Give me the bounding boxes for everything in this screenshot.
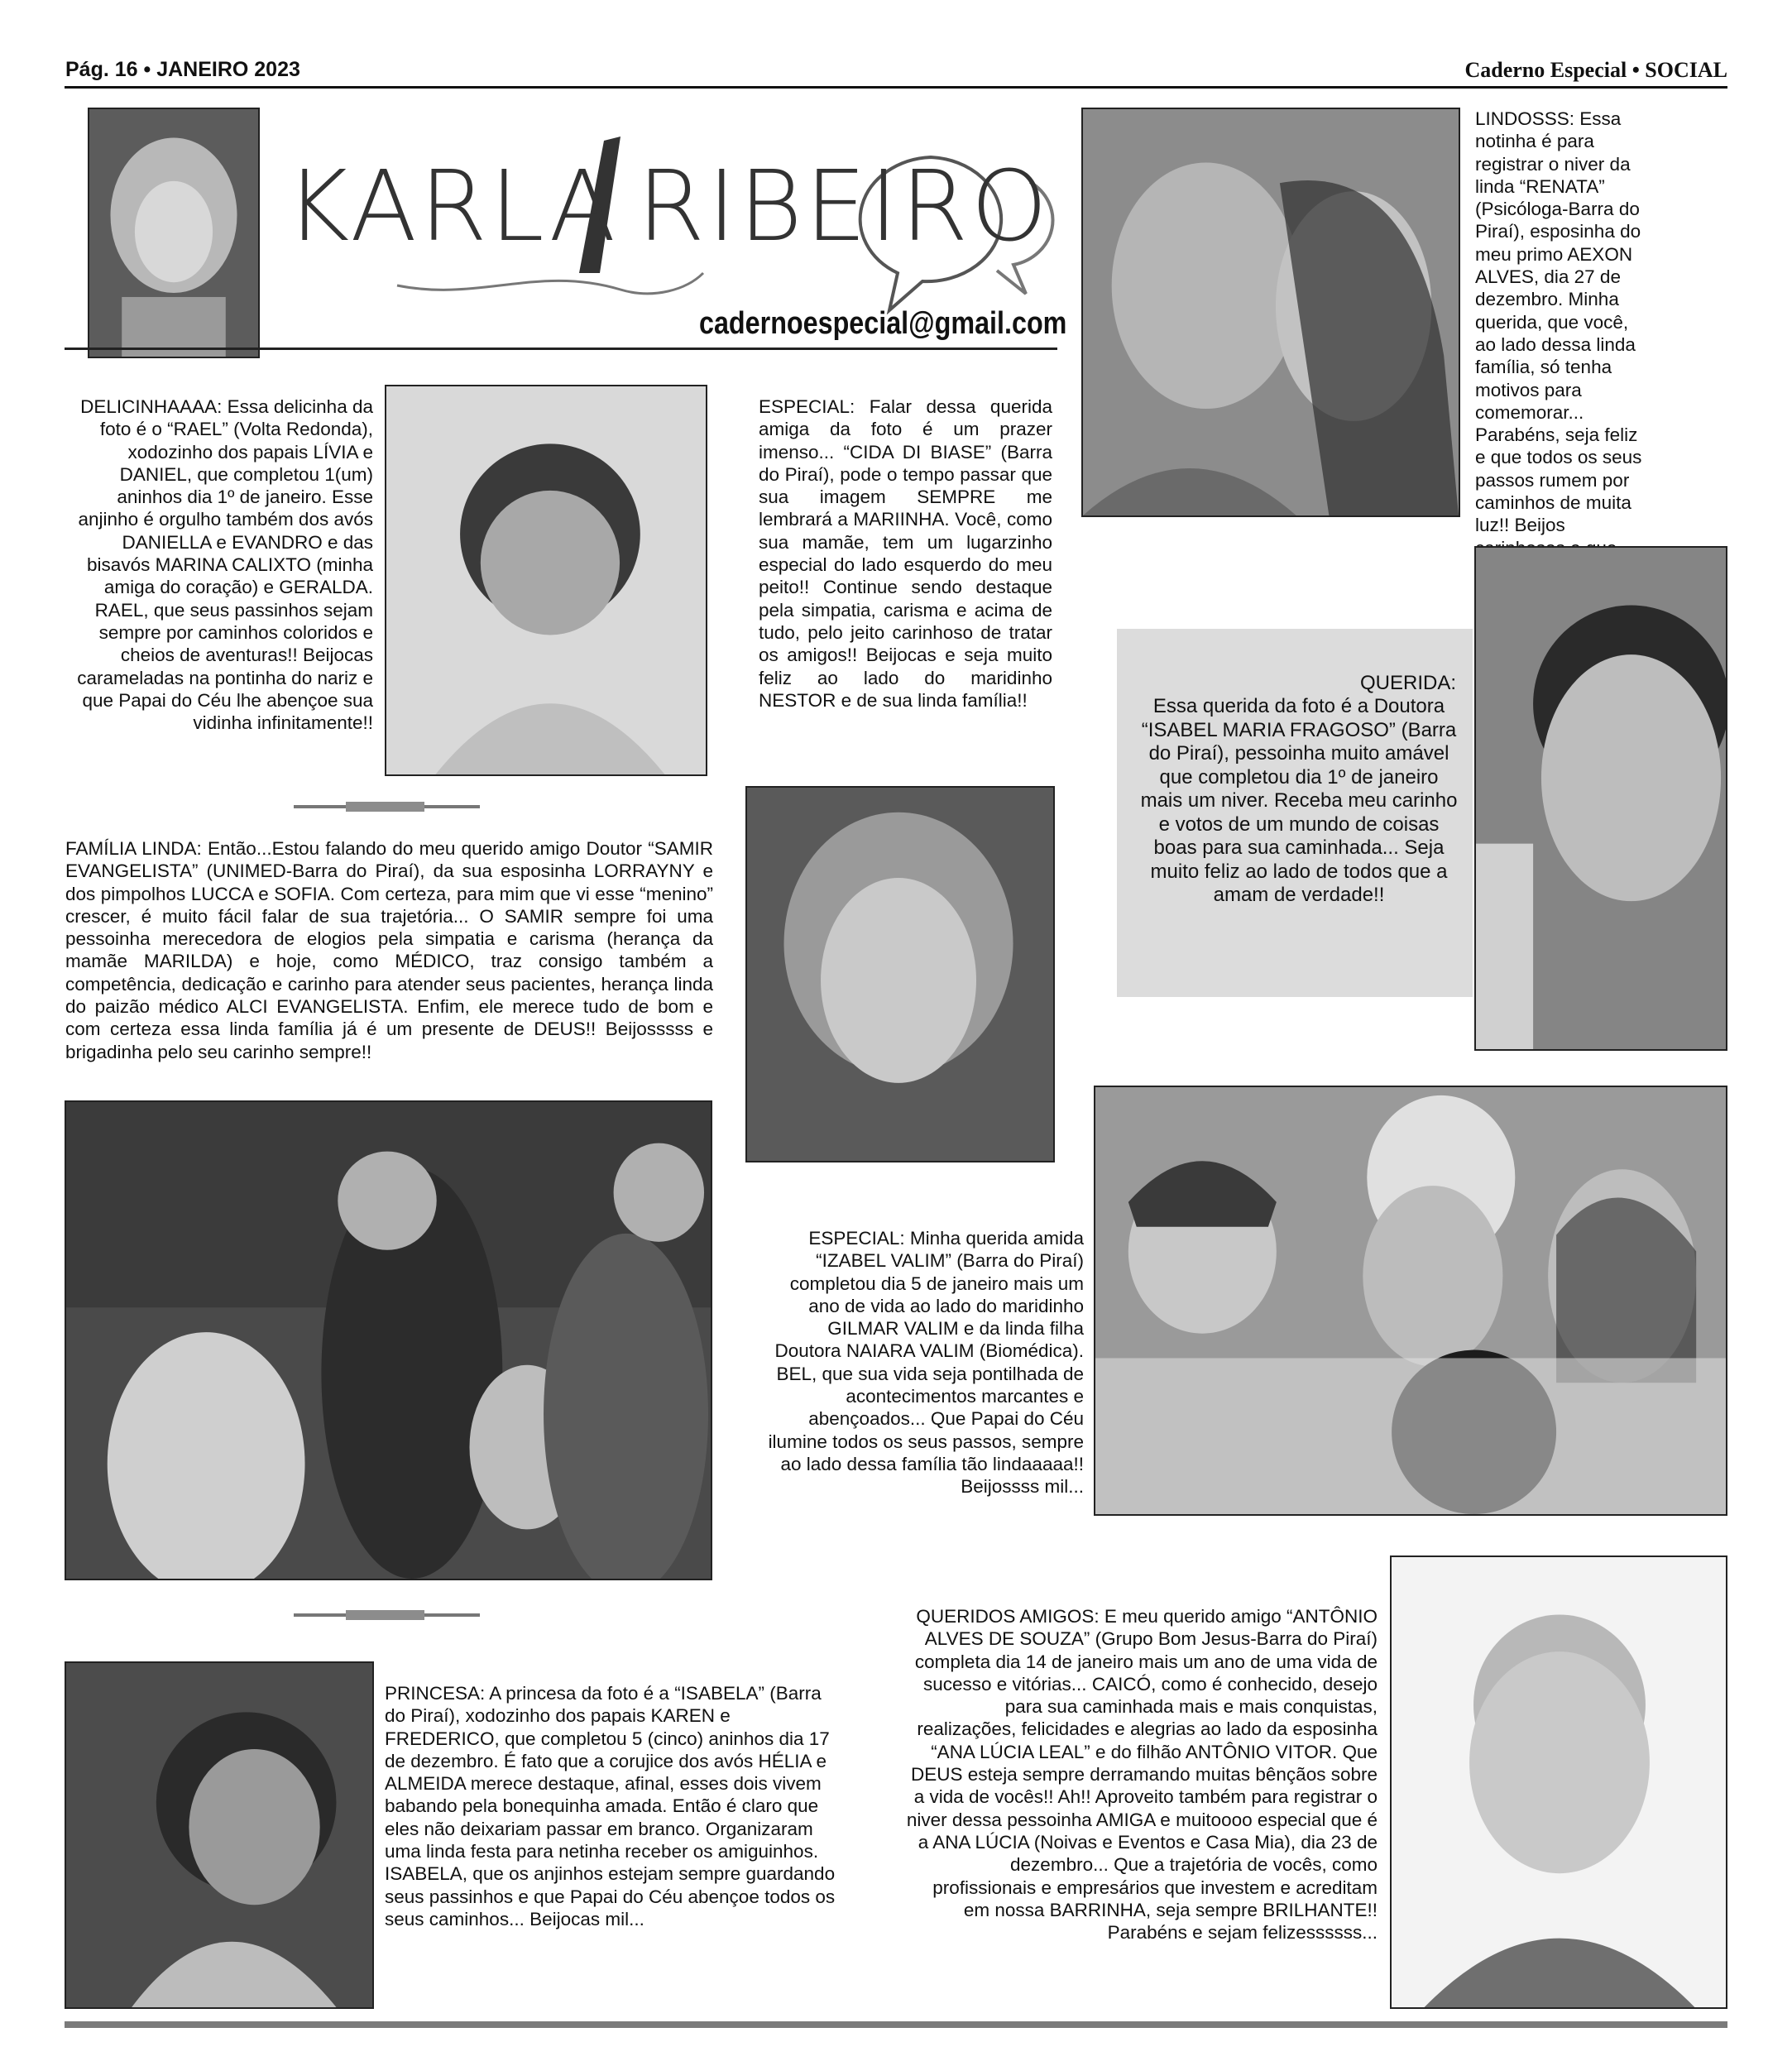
- woman-smiling-portrait-icon: [747, 788, 1053, 1161]
- cida-photo: [745, 786, 1055, 1162]
- valim-family-photo: [1094, 1086, 1727, 1516]
- girl-portrait-icon: [66, 1663, 372, 2007]
- article-cida: ESPECIAL: Falar dessa querida amiga da foto é um prazer imenso... “CIDA DI BIASE” (Barra do Piraí), pode o tempo passar que sua imagem SEMPRE me lembrará a MARIINHA. Você, como sua mamãe, tem um lugarzinho especial do lado esquerdo do meu peito!! Continue sendo destaque pela simpatia, carisma e acima de tudo, pelo jeito carinhoso de tratar os amigos!! Beijocas e seja muito feliz ao lado do maridinho NESTOR e de sua linda família!!: [759, 396, 1052, 711]
- article-izabel-valim: ESPECIAL: Minha querida amida “IZABEL VALIM” (Barra do Piraí) completou dia 5 de janeiro mais um ano de vida ao lado do maridinho GILMAR VALIM e da linda filha Doutora NAIARA VALIM (Biomédica). BEL, que sua vida seja pontilhada de acontecimentos marcantes e abençoados... Que Papai do Céu ilumine todos os seus passos, sempre ao lado dessa família tão lindaaaaa!! Beijossss mil...: [768, 1228, 1084, 1498]
- isabela-photo: [65, 1661, 374, 2009]
- section-divider-mark: [346, 802, 424, 812]
- logo-rule: [65, 348, 1057, 350]
- woman-portrait-icon: [89, 109, 258, 357]
- antonio-photo: [1390, 1555, 1727, 2009]
- samir-family-photo: [65, 1100, 712, 1580]
- article-renata: LINDOSSS: Essa notinha é para registrar o niver da linda “RENATA” (Psicóloga-Barra do Piraí), esposinha do meu primo AEXON ALVES, dia 27 de dezembro. Minha querida, que você, ao lado dessa linda família, só tenha motivos para comemorar... Parabéns, seja feliz e que todos os seus passos rumem por caminhos de muita luz!! Beijos: [1475, 108, 1642, 536]
- contact-email[interactable]: cadernoespecial@gmail.com: [699, 306, 1067, 341]
- article-isabel: Essa querida da foto é a Doutora “ISABEL MARIA FRAGOSO” (Barra do Piraí), pessoinha muito amável que completou dia 1º de janeiro mais um niver. Receba meu carinho e votos de um mundo de coisas boas para sua caminhada... Seja muito feliz ao lado de todos que a amam de verdade!!: [1140, 695, 1458, 906]
- footer-rule: [65, 2021, 1727, 2028]
- article-antonio: QUERIDOS AMIGOS: E meu querido amigo “ANTÔNIO ALVES DE SOUZA” (Grupo Bom Jesus-Barra do Piraí) completa dia 14 de janeiro mais um ano de uma vida de sucesso e vitórias... CAICÓ, como é conhecido, desejo para sua caminhada mais e mais conquistas, realizações, felicidades e alegrias ao lado da esposinha “ANA LÚCIA LEAL” e do filhão ANTÔNIO VITOR. Que DEUS esteja sempre derramando muitas bênçãos sobre a vida de vocês!! Ah!! Aproveito também para registrar o niver dessa pessoinha AMIGA e muitoooo especial que é a ANA LÚCIA (Noivas e Eventos e Casa Mia), dia 23 de dezembro... Que a trajetória de vocês, como profissionais e empresários que investem e acreditam em nossa BARRINHA, seja sempre BRILHANTE!! Parabéns e sejam felizessssss...: [906, 1606, 1378, 1944]
- page-info: Pág. 16 • JANEIRO 2023: [65, 58, 300, 81]
- man-portrait-icon: [1392, 1557, 1726, 2007]
- article-isabela: PRINCESA: A princesa da foto é a “ISABELA” (Barra do Piraí), xodozinho dos papais KAREN e FREDERICO, que completou 5 (cinco) aninhos dia 17 de dezembro. É fato que a corujice dos avós HÉLIA e ALMEIDA merece destaque, afinal, esses dois vivem babando pela bonequinha amada. Então é claro que eles não deixariam passar em branco. Organizaram uma linda festa para netinha receber os amiguinhos. ISABELA, que os anjinhos estejam sempre guardando seus passinhos e que Papai do Céu abençoe todos os seus caminhos... Beijocas mil...: [385, 1683, 836, 1929]
- isabel-fragoso-photo: [1474, 546, 1727, 1051]
- article-isabel-title: QUERIDA:: [1359, 672, 1456, 694]
- karla-photo: [88, 108, 260, 358]
- section-divider-mark: [346, 1610, 424, 1620]
- baby-portrait-icon: [386, 386, 706, 774]
- section-title: Caderno Especial • SOCIAL: [1464, 58, 1727, 82]
- couple-selfie-icon: [1083, 109, 1459, 515]
- logo-first-name: KARLA: [285, 149, 619, 263]
- elderly-woman-portrait-icon: [1476, 548, 1726, 1049]
- rael-photo: [385, 385, 707, 776]
- header-rule: [65, 86, 1727, 89]
- article-rael: DELICINHAAAA: Essa delicinha da foto é o “RAEL” (Volta Redonda), xodozinho dos papais LÍVIA e DANIEL, que completou 1(um) aninhos dia 1º de janeiro. Esse anjinho é orgulho também dos avós DANIELLA e EVANDRO e das bisavós MARINA CALIXTO (minha amiga do coração) e GERALDA. RAEL, que seus passinhos sejam sempre por caminhos coloridos e cheios de aventuras!! Beijocas carameladas na pontinha do nariz e que Papai do Céu lhe abençoe sua vidinha infinitamente!!: [77, 396, 373, 734]
- article-samir: FAMÍLIA LINDA: Então...Estou falando do meu querido amigo Doutor “SAMIR EVANGELISTA” (UNIMED-Barra do Piraí), da sua esposinha LORRAYNY e dos pimpolhos LUCCA e SOFIA. Com certeza, para mim que vi esse “menino” crescer, é muito fácil falar de sua trajetória... O SAMIR sempre foi uma pessoinha merecedora de elogios pela simpatia e carisma (herança da mamãe MARILDA) e hoje, como MÉDICO, traz consigo também a competência, dedicação e carinho para atender seus pacientes, herança linda do paizão médico ALCI EVANGELISTA. Enfim, ele merece tudo de bom e com certeza essa linda família já é um presente de DEUS!! Beijosssss e brigadinha pelo seu carinho sempre!!: [65, 838, 713, 1062]
- family-photo-icon: [66, 1102, 711, 1579]
- renata-couple-photo: [1081, 108, 1460, 517]
- family-with-dog-photo-icon: [1095, 1087, 1726, 1514]
- logo-last-name: RIBEIRO: [637, 149, 1051, 263]
